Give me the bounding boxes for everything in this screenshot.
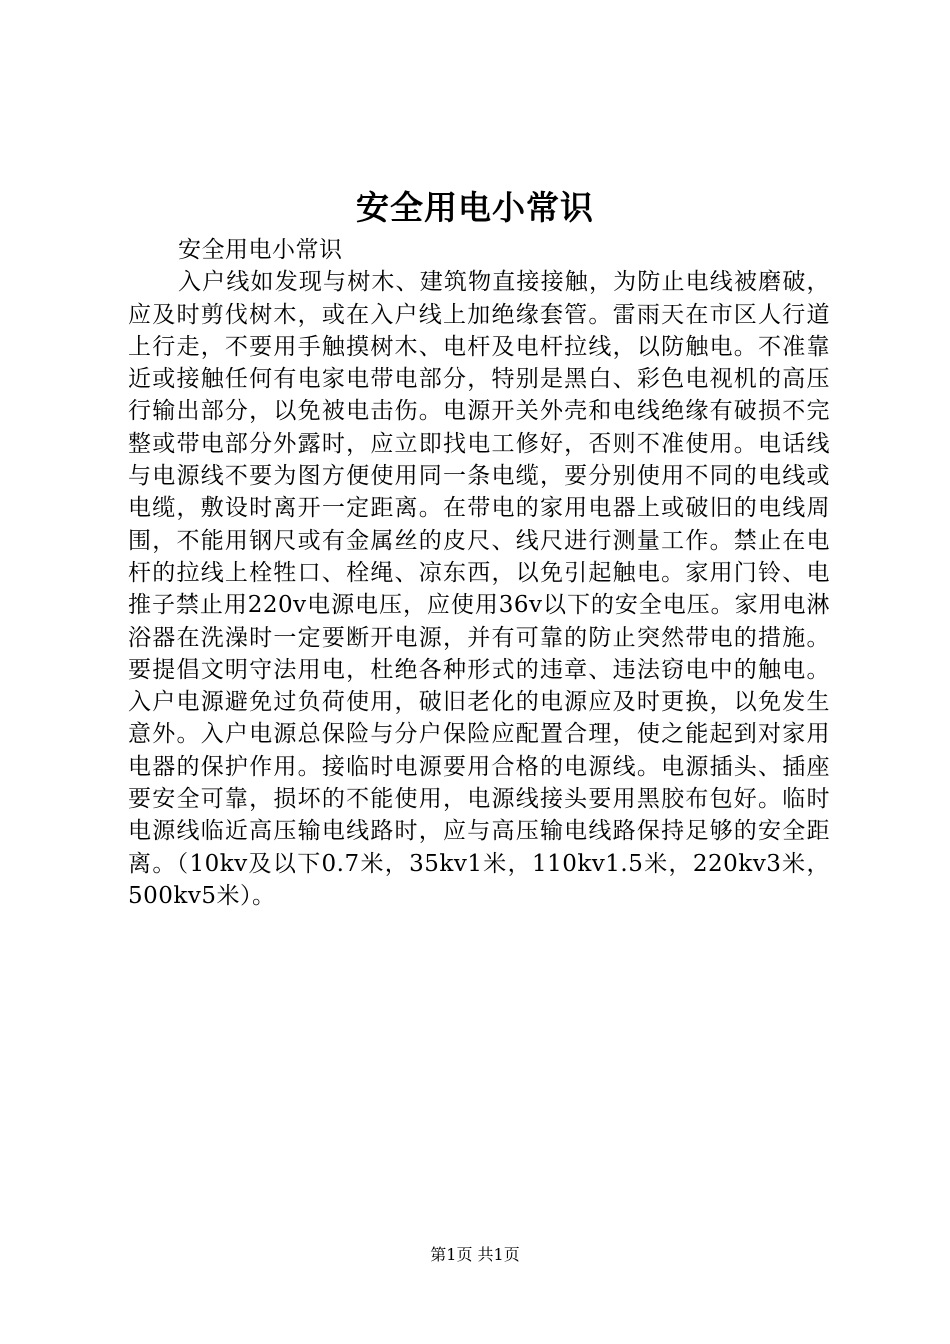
body-paragraph: 入户线如发现与树木、建筑物直接接触，为防止电线被磨破，应及时剪伐树木，或在入户线上加绝缘套管。雷雨天在市区人行道上行走，不要用手触摸树木、电杆及电杆拉线，以防触电。不准靠近或接触任何有电家电带电部分，特别是黑白、彩色电视机的高压行输出部分，以免被电击伤。电源开关外壳和电线绝缘有破损不完整或带电部分外露时，应立即找电工修好，否则不准使用。电话线与电源线不要为图方便使用同一条电缆，要分别使用不同的电线或电缆，敷设时离开一定距离。在带电的家用电器上或破旧的电线周围，不能用钢尺或有金属丝的皮尺、线尺进行测量工作。禁止在电杆的拉线上栓牲口、栓绳、凉东西，以免引起触电。家用门铃、电推子禁止用220v电源电压，应使用36v以下的安全电压。家用电淋浴器在洗澡时一定要断开电源，并有可靠的防止突然带电的措施。要提倡文明守法用电，杜绝各种形式的违章、违法窃电中的触电。入户电源避免过负荷使用，破旧老化的电源应及时更换，以免发生意外。入户电源总保险与分户保险应配置合理，使之能起到对家用电器的保护作用。接临时电源要用合格的电源线。电源插头、插座要安全可靠，损坏的不能使用，电源线接头要用黑胶布包好。临时电源线临近高压输电线路时，应与高压输电线路保持足够的安全距离。（10kv及以下0.7米，35kv1米，110kv1.5米，220kv3米，500kv5米）。 <box>128 269 830 909</box>
page-number-footer: 第1页 共1页 <box>430 1245 520 1264</box>
document-title: 安全用电小常识 <box>356 188 594 227</box>
document-body <box>128 234 830 912</box>
subtitle-paragraph: 安全用电小常识 <box>178 237 343 263</box>
